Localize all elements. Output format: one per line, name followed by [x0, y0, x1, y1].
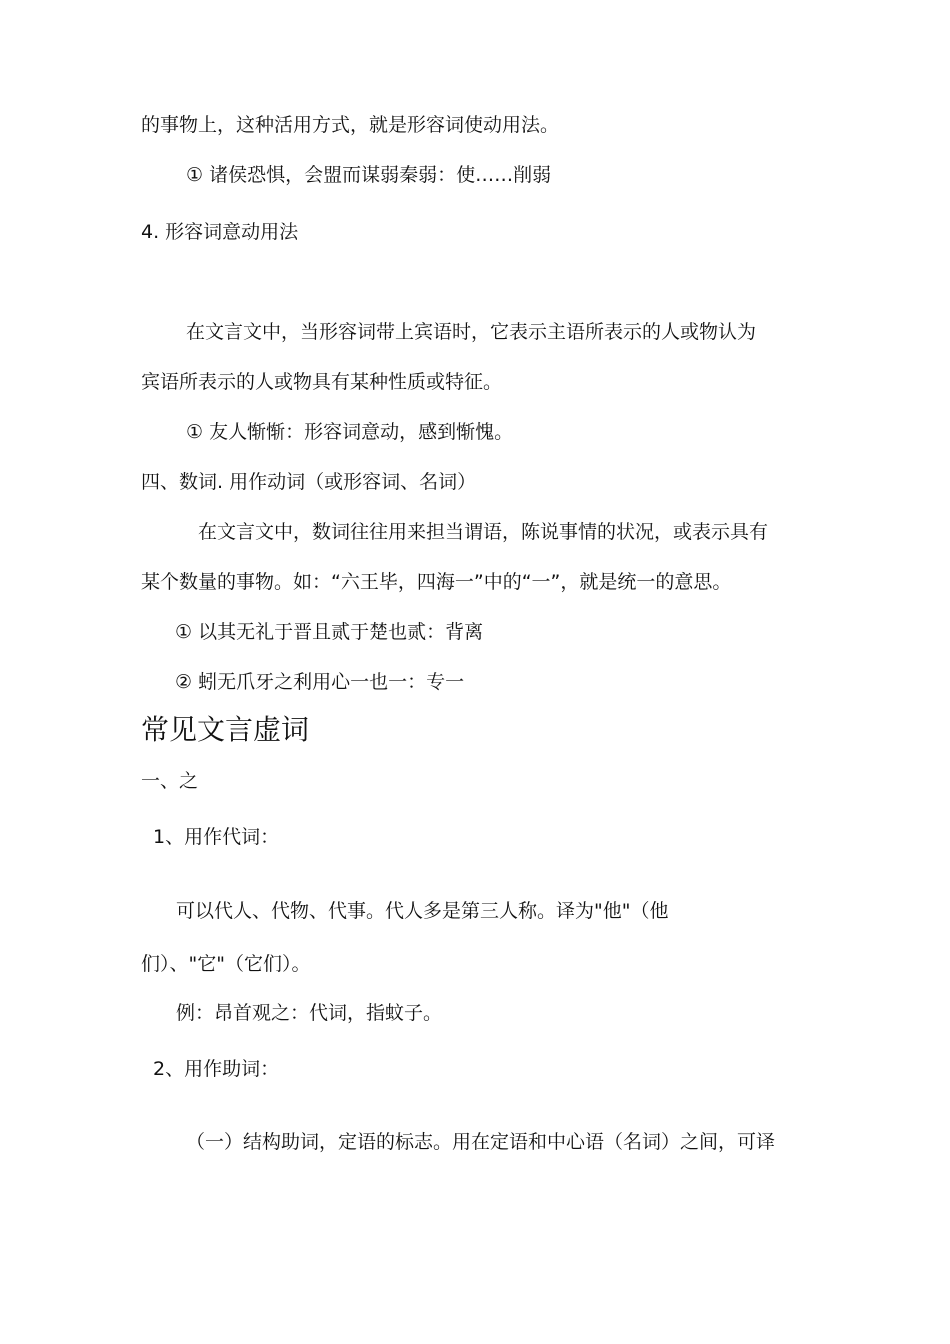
- subsection-heading: 2、用作助词：: [153, 1058, 280, 1080]
- section-title: 常见文言虚词: [141, 713, 310, 746]
- text-line: 在文言文中，数词往往用来担当谓语，陈说事情的状况，或表示具有: [198, 521, 769, 543]
- text-line: 们）、"它"（它们）。: [141, 953, 311, 975]
- example-line: 例：昂首观之：代词，指蚊子。: [176, 1002, 443, 1024]
- example-line: ② 蚓无爪牙之利用心一也一：专一: [175, 671, 465, 693]
- text-line: 可以代人、代物、代事。代人多是第三人称。译为"他"（他: [176, 900, 669, 922]
- example-line: ① 以其无礼于晋且贰于楚也贰：背离: [175, 621, 484, 643]
- subsection-heading: 一、之: [141, 770, 199, 792]
- text-line: 宾语所表示的人或物具有某种性质或特征。: [141, 371, 503, 393]
- subsection-heading: 4. 形容词意动用法: [141, 221, 299, 243]
- example-line: ① 诸侯恐惧，会盟而谋弱秦弱：使……削弱: [186, 164, 552, 186]
- text-line: 某个数量的事物。如：“六王毕，四海一”中的“一”，就是统一的意思。: [141, 571, 732, 593]
- subsection-heading: 四、数词. 用作动词（或形容词、名词）: [141, 471, 477, 493]
- text-line: 在文言文中，当形容词带上宾语时，它表示主语所表示的人或物认为: [186, 321, 757, 343]
- example-line: ① 友人惭惭：形容词意动，感到惭愧。: [186, 421, 514, 443]
- subsection-heading: 1、用作代词：: [153, 826, 280, 848]
- text-line: （一）结构助词，定语的标志。用在定语和中心语（名词）之间，可译: [186, 1131, 776, 1153]
- text-line: 的事物上，这种活用方式，就是形容词使动用法。: [141, 114, 560, 136]
